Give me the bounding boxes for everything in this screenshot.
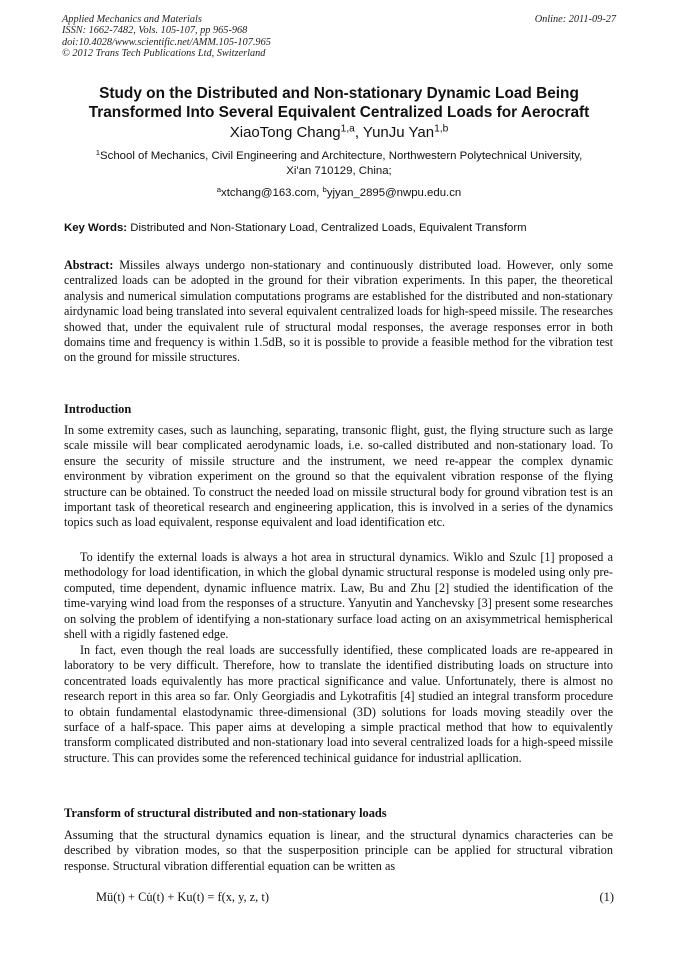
- author-list: [0, 124, 678, 142]
- email-superscript: b: [322, 184, 327, 194]
- transform-paragraph-1: Assuming that the structural dynamics equation is linear, and the structural dynamics characteries can be described by vibration modes, so that the susperposition principle can be applied for structural vibration response. Structural vibration differential equation can be written as: [64, 828, 613, 873]
- equation-1: Mü(t) + Cu̇(t) + Ku(t) = f(x, y, z, t): [96, 890, 269, 904]
- keywords-text: Distributed and Non-Stationary Load, Centralized Loads, Equivalent Transform: [127, 222, 527, 234]
- affiliation-line-2: Xi'an 710129, China;: [286, 165, 392, 177]
- keywords-label: Key Words:: [64, 222, 128, 234]
- author-superscript: 1,b: [434, 123, 449, 135]
- title-line-1: Study on the Distributed and Non-stationary Dynamic Load Being: [99, 85, 579, 102]
- abstract-label: Abstract:: [64, 258, 114, 272]
- intro-paragraph-1: In some extremity cases, such as launching, separating, transonic flight, gust, the flying structure such as large scale missile will bear complicated aerodynamic loads, i.e. so-called distributed and non-stationary load. To ensure the security of missile structure and the instrument, we need re-appear the complex dynamic environment by vibration experiment on the ground so that the equivalent vibration response of the flying structure can be obtained. To construct the needed load on missile structural body for ground vibration test is an important task of theoretical research and engineering application, this is involved in a series of the dynamics topics such as load equivalent, response equivalent and load identification etc.: [64, 423, 613, 530]
- journal-header: [62, 14, 616, 60]
- email-link[interactable]: xtchang@163.com,: [221, 187, 323, 199]
- online-date: Online: 2011-09-27: [534, 14, 616, 25]
- keywords: [64, 221, 616, 235]
- author-separator: ,: [354, 124, 363, 141]
- author-name: XiaoTong Chang: [229, 124, 341, 141]
- email-superscript: a: [216, 184, 222, 194]
- author-emails: [0, 186, 678, 200]
- section-heading-transform: Transform of structural distributed and non-stationary loads: [64, 806, 387, 820]
- journal-issn: ISSN: 1662-7482, Vols. 105-107, pp 965-968: [62, 25, 248, 37]
- equation-number: (1): [599, 890, 614, 904]
- intro-paragraph-3: In fact, even though the real loads are successfully identified, these complicated loads are re-appeared in laboratory to be very difficult. Therefore, how to translate the identified distributing loads on structure into concentrated loads equivalently has more practical significance and value. Unfortunately, there is almost no research report in this area so far. Only Georgiadis and Lykotrafitis [4] studied an integral transform procedure to obtain fundamental elastodynamic three-dimensional (3D) solutions for loads moving steadily over the surface of a half-space. This paper aims at developing a simple practical method that how to equivalently transform complicated distributed and non-stationary load into several centralized loads for a high-speed missile structure. This can provides some the referenced techinical guidance for industrial apllication.: [64, 643, 613, 765]
- journal-name: Applied Mechanics and Materials: [62, 14, 202, 25]
- title-line-2: Transformed Into Several Equivalent Centralized Loads for Aerocraft: [88, 104, 590, 121]
- section-heading-introduction: Introduction: [64, 402, 132, 416]
- affiliation-line-1: School of Mechanics, Civil Engineering and Architecture, Northwestern Polytechnical University,: [100, 150, 583, 162]
- affiliation-superscript: 1: [95, 147, 101, 157]
- journal-copyright: © 2012 Trans Tech Publications Ltd, Switzerland: [62, 48, 266, 60]
- abstract-text: Missiles always undergo non-stationary and continuously distributed load. However, only some centralized loads can be adopted in the ground for their vibration experiments. In this paper, the theoretical analysis and numerical simulation computations programs are established for the distributed and non-stationary airdynamic load being translated into several equivalent centralized loads for high-speed missile. The researches showed that, under the equivalent rule of structural modal responses, the average responses error in both domains time and frequency is within 1.5dB, so it is possible to provide a feasible method for the vibration test on the ground for missile structures.: [64, 258, 613, 365]
- email-link[interactable]: yjyan_2895@nwpu.edu.cn: [326, 187, 462, 199]
- journal-doi: doi:10.4028/www.scientific.net/AMM.105-107.965: [62, 36, 271, 48]
- affiliation: [60, 149, 618, 179]
- author-superscript: 1,a: [340, 123, 355, 135]
- abstract: [64, 258, 613, 366]
- author-name: YunJu Yan: [362, 124, 435, 141]
- paper-title: [40, 84, 638, 122]
- intro-paragraph-2: To identify the external loads is always a hot area in structural dynamics. Wiklo and Szulc [1] proposed a methodology for load identification, in which the global dynamic structural response is modeled using only pre-computed, time dependent, dynamic influence matrix. Law, Bu and Zhu [2] studied the identification of the time-varying wind load from the responses of a structure. Yanyutin and Yanchevsky [3] present some researches on solving the problem of identifying a non-stationary surface load acting on an axisymmetrical hemispherical shell with a rigidly fastened edge.: [64, 550, 613, 642]
